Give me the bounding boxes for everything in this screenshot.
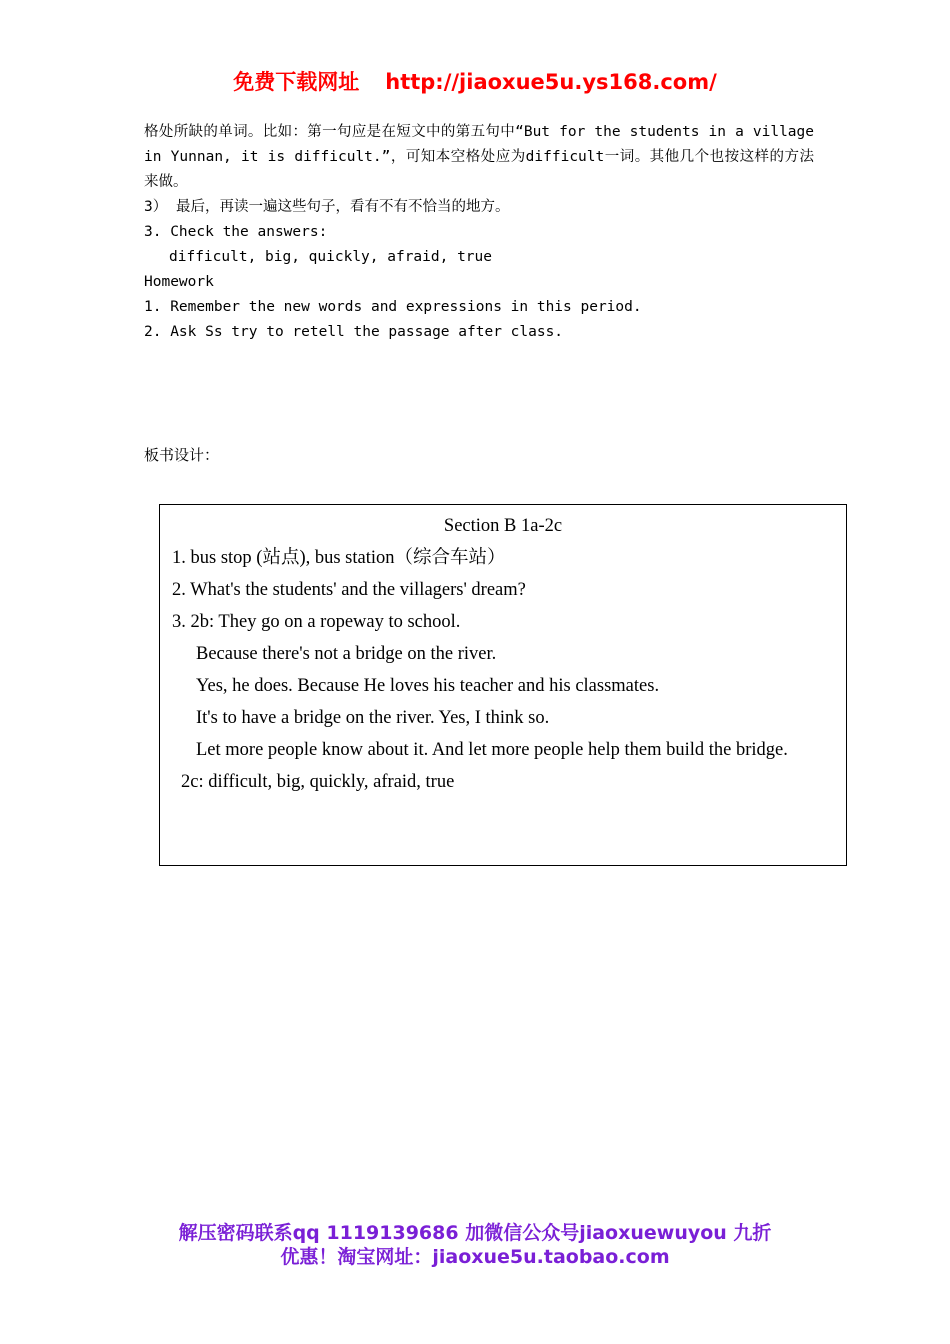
footer-line-1: 解压密码联系qq 1119139686 加微信公众号jiaoxuewuyou 九折 (178, 1222, 772, 1244)
step-3-text: 3） 最后，再读一遍这些句子，看有不有不恰当的地方。 (144, 199, 510, 215)
board-item-2c: 2c: difficult, big, quickly, afraid, true (181, 772, 455, 792)
board-design-label: 板书设计： (144, 446, 220, 464)
instruction-paragraph (144, 120, 823, 195)
header-url-link[interactable]: http://jiaoxue5u.ys168.com/ (385, 70, 717, 94)
homework-item-2: 2. Ask Ss try to retell the passage after class. (144, 324, 564, 340)
board-item-3: 3. 2b: They go on a ropeway to school. (172, 612, 461, 632)
check-answers-text: 3. Check the answers: (144, 224, 328, 240)
answers-text: difficult, big, quickly, afraid, true (169, 249, 493, 265)
board-item-3b: Yes, he does. Because He loves his teacher and his classmates. (196, 676, 660, 696)
paragraph-text: 格处所缺的单词。比如：第一句应是在短文中的第五句中“But for the students in a village in Yunnan, it is difficult.”，可知本空格处应为difficult一词。其他几个也按这样的方法来做。 (144, 124, 823, 190)
board-item-3d: Let more people know about it. And let more people help them build the bridge. (196, 740, 788, 760)
homework-heading: Homework (144, 274, 214, 290)
board-item-2: 2. What's the students' and the villagers' dream? (172, 580, 526, 600)
homework-item-1: 1. Remember the new words and expressions in this period. (144, 299, 642, 315)
footer-line-2: 优惠！淘宝网址：jiaoxue5u.taobao.com (280, 1246, 670, 1268)
board-design-box (159, 504, 847, 866)
page-header (0, 66, 950, 96)
board-item-3c: It's to have a bridge on the river. Yes, I think so. (196, 708, 550, 728)
instruction-lines (144, 195, 814, 345)
header-label: 免费下载网址 (233, 70, 360, 94)
board-item-3a: Because there's not a bridge on the river. (196, 644, 497, 664)
board-item-1: 1. bus stop (站点), bus station（综合车站） (172, 548, 506, 568)
board-title: Section B 1a-2c (443, 516, 563, 536)
